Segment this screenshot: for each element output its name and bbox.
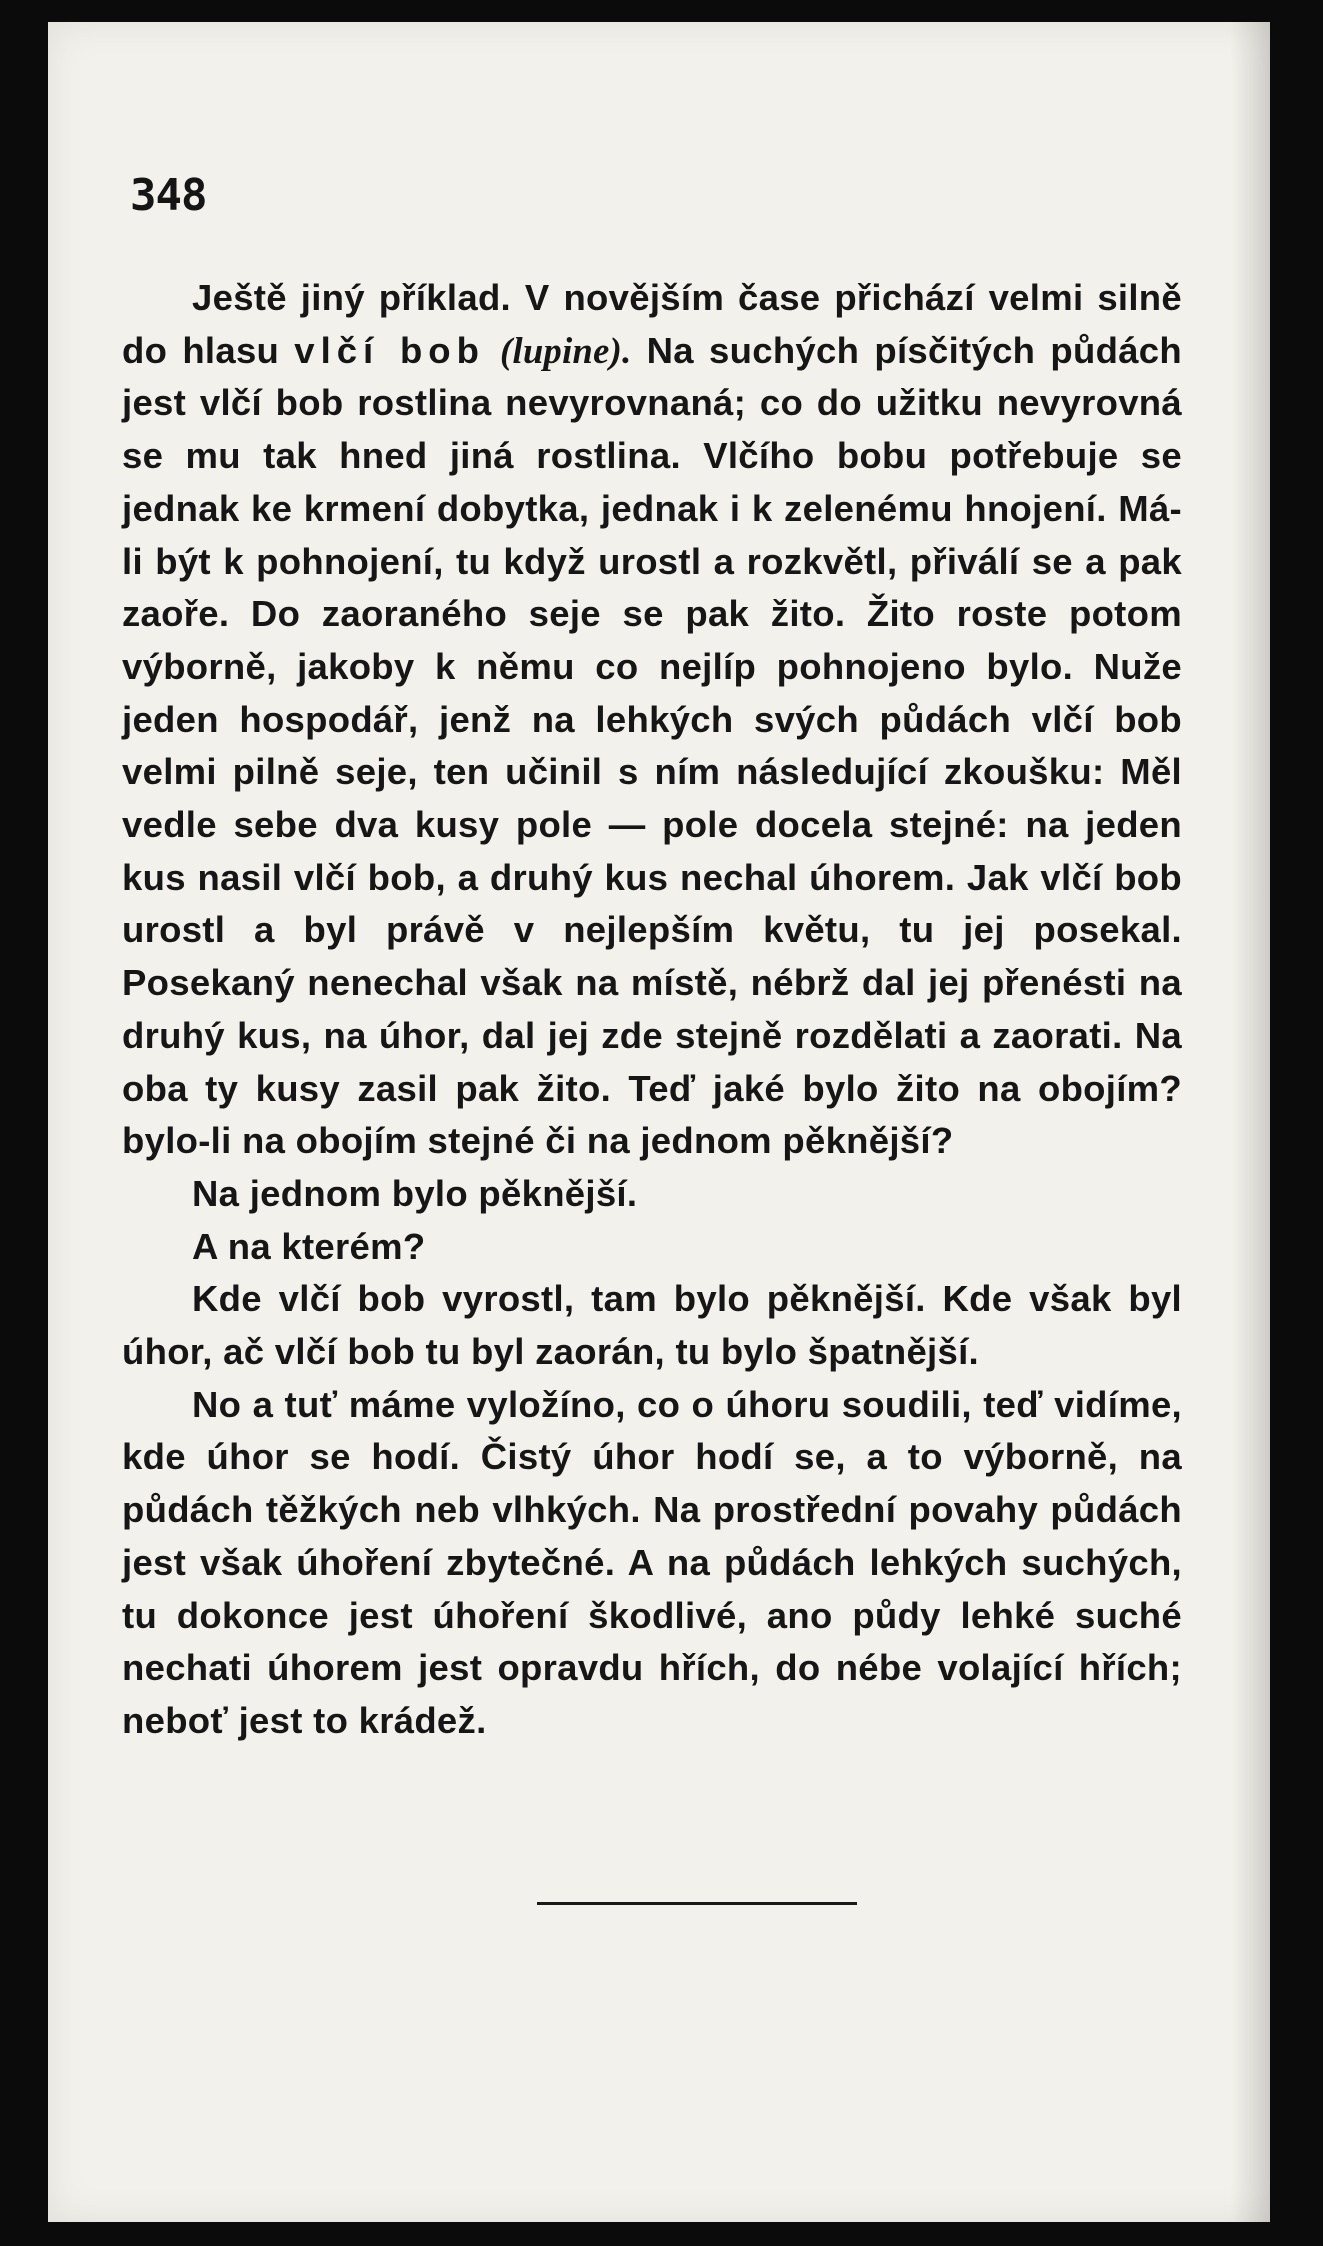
body-text (122, 272, 1182, 1748)
paragraph-1-rest: Na suchých písčitých půdách jest vlčí bob rostlina nevyrovnaná; co do užitku nevyrovná se mu tak hned jiná rostlina. Vlčího bobu potřebuje se jednak ke krmení dobytka, jednak i k zelenému hnojení. Má-li být k pohnojení, tu když urostl a rozkvětl, přiválí se a pak zaoře. Do zaoraného seje se pak žito. Žito roste potom výborně, jakoby k němu co nejlíp pohnojeno bylo. Nuže jeden hospodář, jenž na lehkých svých půdách vlčí bob velmi pilně seje, ten učinil s ním následující zkoušku: Měl vedle sebe dva kusy pole — pole docela stejné: na jeden kus nasil vlčí bob, a druhý kus nechal úhorem. Jak vlčí bob urostl a byl právě v nejlepším květu, tu jej posekal. Posekaný nenechal však na místě, nébrž dal jej přenésti na druhý kus, na úhor, dal jej zde stejně rozdělati a zaorati. Na oba ty kusy zasil pak žito. Teď jaké bylo žito na obojím? bylo-li na obojím stejné či na jednom pěknější? (122, 329, 1182, 1162)
paragraph-1 (122, 272, 1182, 1168)
page-number: 348 (130, 170, 207, 221)
paragraph-5: No a tuť máme vyložíno, co o úhoru soudili, teď vidíme, kde úhor se hodí. Čistý úhor hodí se, a to výborně, na půdách těžkých neb vlhkých. Na prostřední povahy půdách jest však úhoření zbytečné. A na půdách lehkých suchých, tu dokonce jest úhoření škodlivé, ano půdy lehké suché nechati úhorem jest opravdu hřích, do nébe volající hřích; neboť jest to krádež. (122, 1383, 1182, 1741)
paragraph-3: A na kterém? (192, 1225, 426, 1267)
latin-term: (lupine). (500, 329, 632, 371)
paragraph-4: Kde vlčí bob vyrostl, tam bylo pěknější. Kde však byl úhor, ač vlčí bob tu byl zaorán, tu bylo špatnější. (122, 1278, 1182, 1373)
spine-shadow (1230, 22, 1270, 2222)
emphasized-term: vlčí bob (294, 329, 485, 371)
paragraph-2: Na jednom bylo pěknější. (192, 1172, 638, 1214)
end-rule (537, 1902, 857, 1905)
paragraph-1-intro: Ještě jiný příklad. V novějším čase přichází velmi silně do hlasu (122, 277, 1182, 371)
